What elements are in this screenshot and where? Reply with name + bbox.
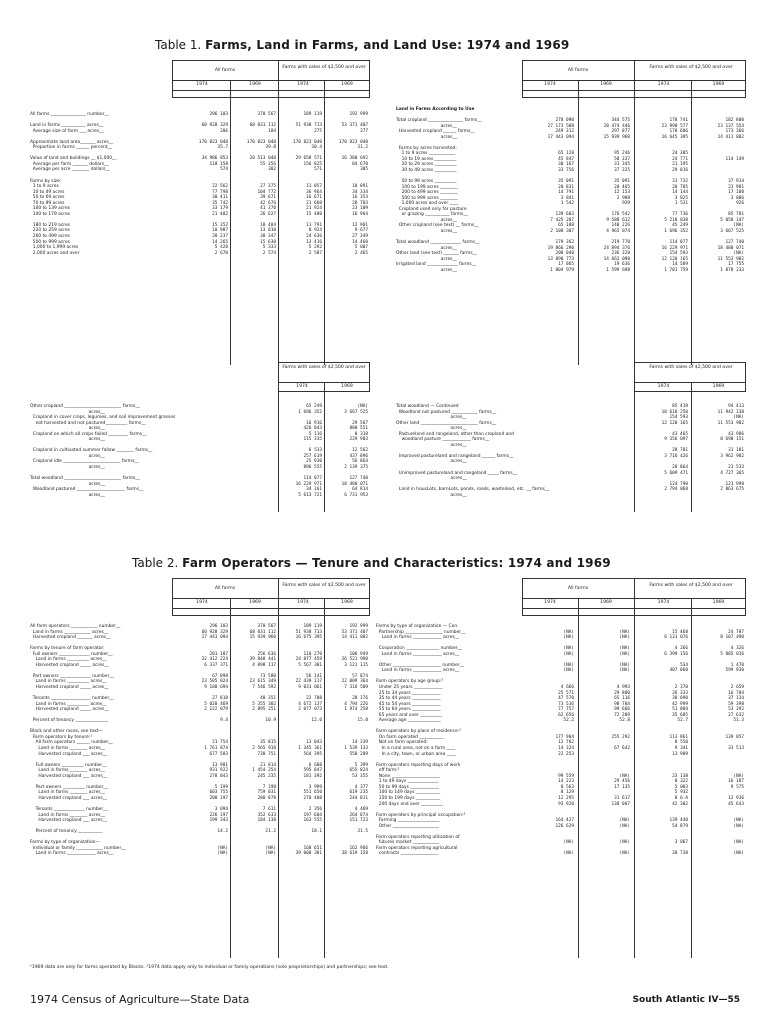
t1r-col-1969-sales: 182 800 23 137 554 173 366 14 411 882 114 149 37 914 23 981 17 108 3 886 926 85 781 5 058 147 (NA) 3 667 525 127 740 18 480 071 (NA) 11 553 982 17 755 1 878 233 <box>717 118 744 273</box>
t2-left-col-1974-sales: 189 119 51 938 713 16 675 395 110 270 24 877 459 5 567 301 56 141 22 439 117 9 031 061 22 708 4 672 137 2 077 073 12.0 13 043 1 345 361 564 395 6 688 595 847 181 392 3 999 551 650 270 408 2 356 197 604 163 555 18.1 168 651 39 000 381 <box>295 624 322 857</box>
t2-left-col-1974-all: 296 103 60 928 329 17 443 094 201 187 32 412 224 6 337 371 67 098 23 505 824 9 180 694 27 818 5 020 469 2 122 079 9.4 21 754 1 761 874 677 583 13 901 931 922 278 043 5 199 603 755 200 197 3 094 226 197 199 343 14.2 (NA) (NA) <box>201 624 228 857</box>
footer-page-number: South Atlantic IV—55 <box>632 995 740 1005</box>
t2-hdr-1969-a: 1969 <box>249 600 261 605</box>
table-2-left <box>30 578 370 958</box>
t1-hdr-sales: Farms with sales of $2,500 and over <box>282 65 366 70</box>
t1-lower-hdr-sales: Farms with sales of $2,500 and over <box>282 365 366 370</box>
table-2-number: Table 2. <box>132 556 179 570</box>
table-2-title <box>132 556 611 570</box>
footer-publication-title: 1974 Census of Agriculture—State Data <box>30 993 250 1006</box>
t2-left-col-1969-all: 370 567 68 031 112 15 939 960 256 636 39 848 441 4 098 117 73 580 23 615 349 7 546 592 40 351 5 355 302 2 895 251 10.9 35 815 2 565 918 730 751 21 814 1 454 254 245 235 7 198 759 031 280 878 7 611 352 633 184 138 21.2 (NA) (NA) <box>249 624 276 857</box>
t1r-hdr-1974-b: 1974 <box>657 82 670 87</box>
t2-hdr-1974-a: 1974 <box>196 600 208 605</box>
t1r-hdr-1969-a: 1969 <box>600 82 612 87</box>
t2r-hdr-1974-a: 1974 <box>544 600 556 605</box>
t2-hdr-all-farms: All farms <box>214 586 236 591</box>
table-1-lower-right <box>396 362 746 512</box>
t2r-labels: Farms by type of organization — Con. Partnership _________________ number__ Land in farms _____________ acres__ Corporation _______________ number__ Land in farms _____________ acres__ Other ______________________ number__ Land in farms _____________ acres__ Farm operators by age group:² Under 25 years _____________ 25 to 34 years _____________ 35 to 44 years _____________ 45 to 54 years _____________ 55 to 64 years _____________ 65 years and over __________ Average age _______________ Farm operators by place of residence:² On farm operated ___________ Not on farm operated: In a rural area, not on a farm ____ In a city, town, or urban area ____ Farm operators reporting days of work off farm:² None ______________________ 1 to 49 days ______________ 50 to 99 days _____________ 100 to 149 days ___________ 150 to 199 days ___________ 200 days and over __________ Farm operators by principal occupation:² Farming ___________________ Other _____________________ Farm operators reporting utilization of futures market ____________ Farm operators reporting agricultural contracts _________________ <box>376 624 466 857</box>
table-1-upper-right <box>396 60 746 365</box>
t1-lower-hdr-1974: 1974 <box>296 384 308 389</box>
table-2-name: Farm Operators — Tenure and Characteristics: 1974 and 1969 <box>182 556 611 570</box>
t2-hdr-1969-b: 1969 <box>341 600 353 605</box>
t1r-lower-col-1974: 85 419 10 616 250 154 593 12 120 165 43 465 9 356 097 28 701 3 716 426 20 864 5 609 471 124 790 2 794 068 <box>661 404 688 493</box>
t1-hdr-1969-b: 1969 <box>341 82 353 87</box>
t1-left-col-1969-sales: 192 999 53 371 407 277 170 823 040 31.2 16 380 692 84 670 305 10 091 34 334 16 353 20 703 23 109 16 964 12 901 9 677 27 349 14 460 5 007 2 465 <box>338 112 368 256</box>
t1-hdr-1969-a: 1969 <box>249 82 261 87</box>
t1r-lower-hdr-1969: 1969 <box>712 384 725 389</box>
t1-left-labels: All farms ________________ number__ Land in farms ___________ acres__ Average size of farm ___ acres__ Approximate land area_______ acres__ Proportion in farms ______ percent__ Value of land and buildings __ $1,000__ Average per farm _______ dollars__ Average per acre ________ dollars__ Farms by size: 1 to 9 acres 10 to 49 acres 50 to 69 acres 70 to 99 acres 100 to 139 acres 140 to 179 acres 180 to 219 acres 220 to 259 acres 260 to 499 acres 500 to 999 acres 1,000 to 1,999 acres 2,000 acres and over <box>30 112 117 256</box>
t2r-col-1974-all: (NA) (NA) (NA) (NA) (NA) (NA) 4 666 25 571 47 570 73 536 77 757 62 656 52.2 177 904 12 702 14 324 22 253 99 559 14 223 8 563 8 129 12 295 93 920 164 427 126 629 (NA) (NA) <box>555 629 574 857</box>
t2r-hdr-all-farms: All farms <box>567 586 589 591</box>
t1-left-col-1969-all: 370 567 68 031 112 184 170 823 040 39.8 20 513 040 55 356 302 27 375 104 772 39 671 42 676 41 370 26 627 18 484 13 010 30 347 15 630 5 333 2 574 <box>246 112 276 256</box>
table-2-right <box>376 578 746 958</box>
t1r-col-1974-all: 278 090 27 173 508 249 312 17 443 094 65 120 45 847 30 167 33 756 35 091 20 831 14 791 3 841 1 542 139 603 7 425 207 65 188 2 108 307 179 362 19 866 290 208 040 13 898 773 17 065 1 804 979 <box>547 118 574 273</box>
t1r-lower-col-1969: 94 413 11 942 138 (NA) 11 553 982 43 986 8 690 151 31 181 3 962 982 21 533 4 727 365 121 998 2 863 675 <box>717 404 744 493</box>
t2r-hdr-sales: Farms with sales of $2,500 and over <box>649 583 733 588</box>
t1r-hdr-1969-b: 1969 <box>712 82 725 87</box>
t1r-hdr-all-farms: All farms <box>567 68 589 73</box>
t1r-labels: Total cropland ________________ farms__ acres__ Harvested cropland ______ farms__ acres__ Farms by acres harvested: 1 to 9 acres ____________ 10 to 19 acres __________ 20 to 29 acres __________ 30 to 49 acres __________ 50 to 99 acres __________ 100 to 199 acres ________ 200 to 499 acres ________ 500 to 999 acres ________ 1,000 acres and over ____ Cropland used only for pasture or grazing ___________ farms__ acres__ Other cropland (see text) __ farms__ acres__ Total woodland ______________ farms__ acres__ Other land (see text) _______ farms__ acres__ Irrigated land ______________ farms__ acres__ <box>396 118 482 273</box>
footnote: ¹1969 data are only for farms operated by Blacks. ²1974 data apply only to individual or family operations (sole proprietorships) and partnerships; see text. <box>30 965 389 970</box>
t1r-lower-hdr-sales: Farms with sales of $2,500 and over <box>649 365 733 370</box>
t2r-hdr-1969-b: 1969 <box>712 600 725 605</box>
t1r-col-1969-all: 344 575 28 474 446 297 877 15 939 960 95 246 58 337 31 345 37 325 35 091 20 465 12 153 2 988 939 176 542 9 588 612 140 226 4 965 874 219 770 24 894 376 236 328 14 662 090 19 636 1 599 698 <box>603 118 630 273</box>
t2-hdr-sales: Farms with sales of $2,500 and over <box>282 583 366 588</box>
t2r-hdr-1969-a: 1969 <box>600 600 612 605</box>
table-1-name: Farms, Land in Farms, and Land Use: 1974 and 1969 <box>205 38 570 52</box>
t1r-col-1974-sales: 178 741 23 990 577 170 606 16 645 395 24 305 24 771 21 195 29 016 31 732 20 785 14 144 3 825 1 531 77 736 5 218 838 45 249 1 696 352 114 077 16 229 971 154 593 12 120 165 14 589 1 701 759 <box>661 118 688 273</box>
t1-hdr-all-farms: All farms <box>214 68 236 73</box>
t1-hdr-1974-b: 1974 <box>297 82 309 87</box>
t2-left-labels: All farm operators ____________ number__ Land in farms ____________ acres__ Harvested cropland _______ acres__ Farms by tenure of farm operator: Full owners ______________ number__ Land in farms __________ acres__ Harvested cropland _____ acres__ Part owners ______________ number__ Land in farms __________ acres__ Harvested cropland _____ acres__ Tenants __________________ number__ Land in farms __________ acres__ Harvested cropland _____ acres__ Percent of tenancy _______________ Black and other races, see text— Farm operators by tenure:¹ All farm operators ______ number__ Land in farms ________ acres__ Harvested cropland ___ acres__ Full owners __________ number__ Land in farms ________ acres__ Harvested cropland ___ acres__ Part owners __________ number__ Land in farms ________ acres__ Harvested cropland ___ acres__ Tenants ______________ number__ Land in farms ________ acres__ Harvested cropland ___ acres__ Percent of tenancy ___________ Farms by type of organization— Individual or family ____________ number__ Land in farms _____________ acres__ <box>30 624 126 857</box>
t1-hdr-1974-a: 1974 <box>196 82 208 87</box>
t2r-hdr-1974-b: 1974 <box>657 600 670 605</box>
t2r-col-1969-sales: 24 787 8 107 490 4 326 5 885 816 1 470 599 930 2 659 16 784 37 134 59 398 53 392 27 632 51.3 139 057 33 513 (NA) 16 187 9 575 12 936 45 643 (NA) (NA) (NA) (NA) <box>720 629 744 857</box>
table-1-upper-left <box>30 60 370 365</box>
t1r-hdr-1974-a: 1974 <box>544 82 556 87</box>
t2r-col-1969-all: (NA) (NA) (NA) (NA) (NA) (NA) 4 993 29 800 65 116 98 704 99 666 72 289 52.8 255 292 67 642 (NA) 29 456 17 135 31 617 130 007 (NA) (NA) (NA) (NA) <box>611 629 630 857</box>
t2-left-col-1969-sales: 192 999 53 371 407 14 411 882 106 949 26 521 998 3 121 115 57 874 22 009 364 7 316 509 28 176 4 794 226 1 974 258 15.0 14 339 1 539 133 550 289 5 399 655 024 53 355 4 377 619 235 244 811 4 469 264 874 151 723 31.5 162 966 38 619 158 <box>341 624 368 857</box>
t1r-section-title: Land in Farms According to Use <box>396 107 475 112</box>
t1-lower-left-col-1974: 65 249 1 696 352 16 916 426 043 5 116 115 335 6 533 257 619 25 930 896 555 114 077 16 229 971 34 161 5 613 721 <box>295 404 322 498</box>
t1-left-col-1974-sales: 189 119 51 938 713 275 170 823 040 30.4 29 658 571 156 825 571 11 057 36 964 16 671 21 660 21 924 15 480 11 791 8 924 24 636 13 416 5 292 2 587 <box>292 112 322 256</box>
t1-left-col-1974-all: 296 103 60 928 329 206 170 823 040 35.7 34 986 853 118 158 574 22 562 77 798 30 411 35 742 33 179 21 482 15 352 10 987 28 237 14 265 5 428 2 670 <box>198 112 228 256</box>
t1-lower-left-col-1969: (NA) 3 667 525 29 567 880 551 8 318 229 903 12 562 437 896 56 864 2 139 375 127 740 18 480 071 64 814 6 731 953 <box>341 404 368 498</box>
t1r-lower-labels: Total woodland — Continued Woodland not pastured ____________ farms__ acres__ Other land __________________________ farms__ acres__ Pastureland and rangeland, other than cropland and woodland pasture _____________ farms__ acres__ Improved pastureland and rangeland ______ farms__ acres__ Unimproved pastureland and rangeland _____ farms__ acres__ Land in housLots, barnLots, ponds, roads, wasteland, etc. __ farms__ acres__ <box>396 404 550 498</box>
table-1-lower-left <box>30 362 370 512</box>
t2-hdr-1974-b: 1974 <box>297 600 309 605</box>
t1-lower-left-labels: Other cropland __________________________ farms__ acres__ Cropland in cover crops, legumes, and soil improvement grasses not harvested and not pastured__________ farms__ acres__ Cropland on which all crops failed _________ farms__ acres__ Cropland in cultivated summer fallow ________ farms__ acres__ Cropland idle __________________________ farms__ acres__ Total woodland __________________________ farms__ acres__ Woodland pastured ______________________ farms__ acres__ <box>30 404 176 498</box>
t2r-col-1974-sales: 15 468 6 131 076 4 266 6 399 156 534 407 060 2 370 26 333 30 090 42 999 51 004 35 685 52.7 113 861 8 550 9 341 13 909 23 138 8 322 5 083 5 932 8 6·A 42 302 139 440 54 879 3 867 20 738 <box>664 629 688 857</box>
table-1-title <box>155 38 569 52</box>
t1-lower-hdr-1969: 1969 <box>341 384 353 389</box>
t1r-hdr-sales: Farms with sales of $2,500 and over <box>649 65 733 70</box>
table-1-number: Table 1. <box>155 38 202 52</box>
t1r-lower-hdr-1974: 1974 <box>657 384 670 389</box>
